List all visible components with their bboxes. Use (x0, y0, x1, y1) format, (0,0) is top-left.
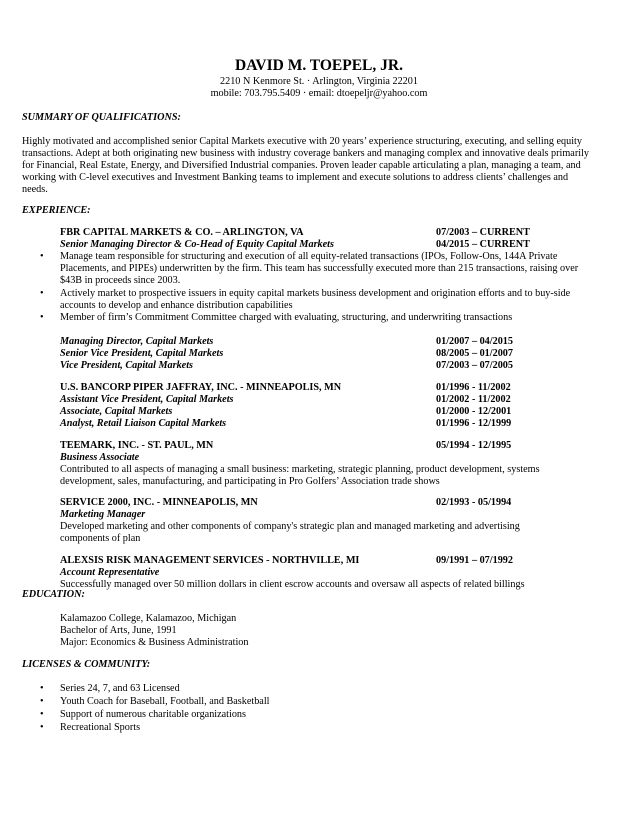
role-title: Senior Vice President, Capital Markets (60, 348, 224, 359)
bullet-icon: • (40, 288, 44, 299)
company-teemark-dates: 05/1994 - 12/1995 (436, 440, 512, 451)
education-line: Major: Economics & Business Administration (60, 637, 249, 648)
role-dates: 07/2003 – 07/2005 (436, 360, 513, 371)
role-title: Vice President, Capital Markets (60, 360, 194, 371)
education-line: Bachelor of Arts, June, 1991 (60, 625, 177, 636)
summary-heading: SUMMARY OF QUALIFICATIONS: (22, 112, 181, 123)
address-line: 2210 N Kenmore St. · Arlington, Virginia 22201 (220, 76, 418, 87)
bullet-icon: • (40, 709, 44, 720)
fbr-bullet-1 (60, 251, 578, 287)
bullet-line: accounts to develop and enhance distribution capabilities (60, 300, 293, 311)
company-fbr: FBR CAPITAL MARKETS & CO. – ARLINGTON, VA (60, 227, 304, 238)
company-service2000: SERVICE 2000, INC. - MINNEAPOLIS, MN (60, 497, 258, 508)
summary-line: Highly motivated and accomplished senior Capital Markets executive with 20 years’ experience structuring, executing, and selling equity (22, 136, 582, 147)
company-fbr-dates: 07/2003 – CURRENT (436, 227, 530, 238)
description-line: components of plan (60, 533, 141, 544)
description-line: Contributed to all aspects of managing a small business: marketing, strategic planning, product development, systems (60, 464, 540, 475)
role-title: Assistant Vice President, Capital Markets (60, 394, 234, 405)
bullet-icon: • (40, 683, 44, 694)
bullet-line: Member of firm’s Commitment Committee charged with evaluating, structuring, and underwriting transactions (60, 312, 513, 323)
role-title: Account Representative (60, 567, 160, 578)
role-title: Senior Managing Director & Co-Head of Equity Capital Markets (60, 239, 334, 250)
role-dates: 08/2005 – 01/2007 (436, 348, 513, 359)
company-alexsis: ALEXSIS RISK MANAGEMENT SERVICES - NORTHVILLE, MI (60, 555, 360, 566)
fbr-bullet-2 (60, 288, 570, 312)
summary-line: transactions. Adept at both originating new business with industry coverage bankers and managing complex and innovative deals primarily (22, 148, 589, 159)
role-dates: 01/2002 - 11/2002 (436, 394, 511, 405)
bullet-line: Placements, and PIPEs) underwritten by the firm. This team has successfully executed more than 215 transactions, raising over (60, 263, 579, 274)
role-dates: 01/2007 – 04/2015 (436, 336, 513, 347)
license-item: Recreational Sports (60, 722, 141, 733)
summary-line: for Financial, Real Estate, Energy, and Diversified Industrial companies. Proven leader capable articulating a plan, managing a team, and (22, 160, 581, 171)
bullet-icon: • (40, 696, 44, 707)
applicant-name: DAVID M. TOEPEL, JR. (235, 57, 403, 74)
bullet-line: $43B in proceeds since 2003. (60, 275, 181, 286)
role-title: Managing Director, Capital Markets (60, 336, 214, 347)
role-title: Analyst, Retail Liaison Capital Markets (60, 418, 227, 429)
role-dates: 04/2015 – CURRENT (436, 239, 530, 250)
company-service2000-dates: 02/1993 - 05/1994 (436, 497, 512, 508)
role-title: Business Associate (60, 452, 140, 463)
education-line: Kalamazoo College, Kalamazoo, Michigan (60, 613, 237, 624)
service2000-description (60, 521, 520, 545)
company-usb: U.S. BANCORP PIPER JAFFRAY, INC. - MINNEAPOLIS, MN (60, 382, 342, 393)
summary-paragraph (22, 136, 589, 196)
licenses-heading: LICENSES & COMMUNITY: (22, 659, 151, 670)
license-item: Support of numerous charitable organizations (60, 709, 246, 720)
contact-line: mobile: 703.795.5409 · email: dtoepeljr@yahoo.com (210, 88, 428, 99)
teemark-description (60, 464, 540, 488)
company-alexsis-dates: 09/1991 – 07/1992 (436, 555, 513, 566)
summary-line: working with C-level executives and Investment Banking teams to implement and execute solutions to address clients’ challenges and (22, 172, 569, 183)
bullet-icon: • (40, 722, 44, 733)
license-item: Series 24, 7, and 63 Licensed (60, 683, 180, 694)
experience-heading: EXPERIENCE: (22, 205, 91, 216)
fbr-bullet-3 (60, 312, 512, 324)
role-title: Associate, Capital Markets (60, 406, 173, 417)
description-line: Successfully managed over 50 million dollars in client escrow accounts and oversaw all aspects of related billings (60, 579, 525, 590)
company-usb-dates: 01/1996 - 11/2002 (436, 382, 511, 393)
license-item: Youth Coach for Baseball, Football, and Basketball (60, 696, 270, 707)
role-dates: 01/2000 - 12/2001 (436, 406, 512, 417)
education-details (60, 613, 248, 649)
bullet-line: Manage team responsible for structuring and execution of all equity-related transactions (IPOs, Follow-Ons, 144A Private (60, 251, 558, 262)
company-teemark: TEEMARK, INC. - ST. PAUL, MN (60, 440, 214, 451)
role-title: Marketing Manager (60, 509, 146, 520)
description-line: development, sales, manufacturing, and participating in Pro Golfers’ Association trade shows (60, 476, 440, 487)
bullet-icon: • (40, 251, 44, 262)
role-dates: 01/1996 - 12/1999 (436, 418, 512, 429)
bullet-line: Actively market to prospective issuers in equity capital markets business development and origination efforts and to buy-side (60, 288, 571, 299)
education-heading: EDUCATION: (22, 589, 85, 600)
summary-line: needs. (22, 184, 48, 195)
bullet-icon: • (40, 312, 44, 323)
description-line: Developed marketing and other components of company's strategic plan and managed marketing and advertising (60, 521, 520, 532)
alexsis-description (60, 579, 525, 591)
